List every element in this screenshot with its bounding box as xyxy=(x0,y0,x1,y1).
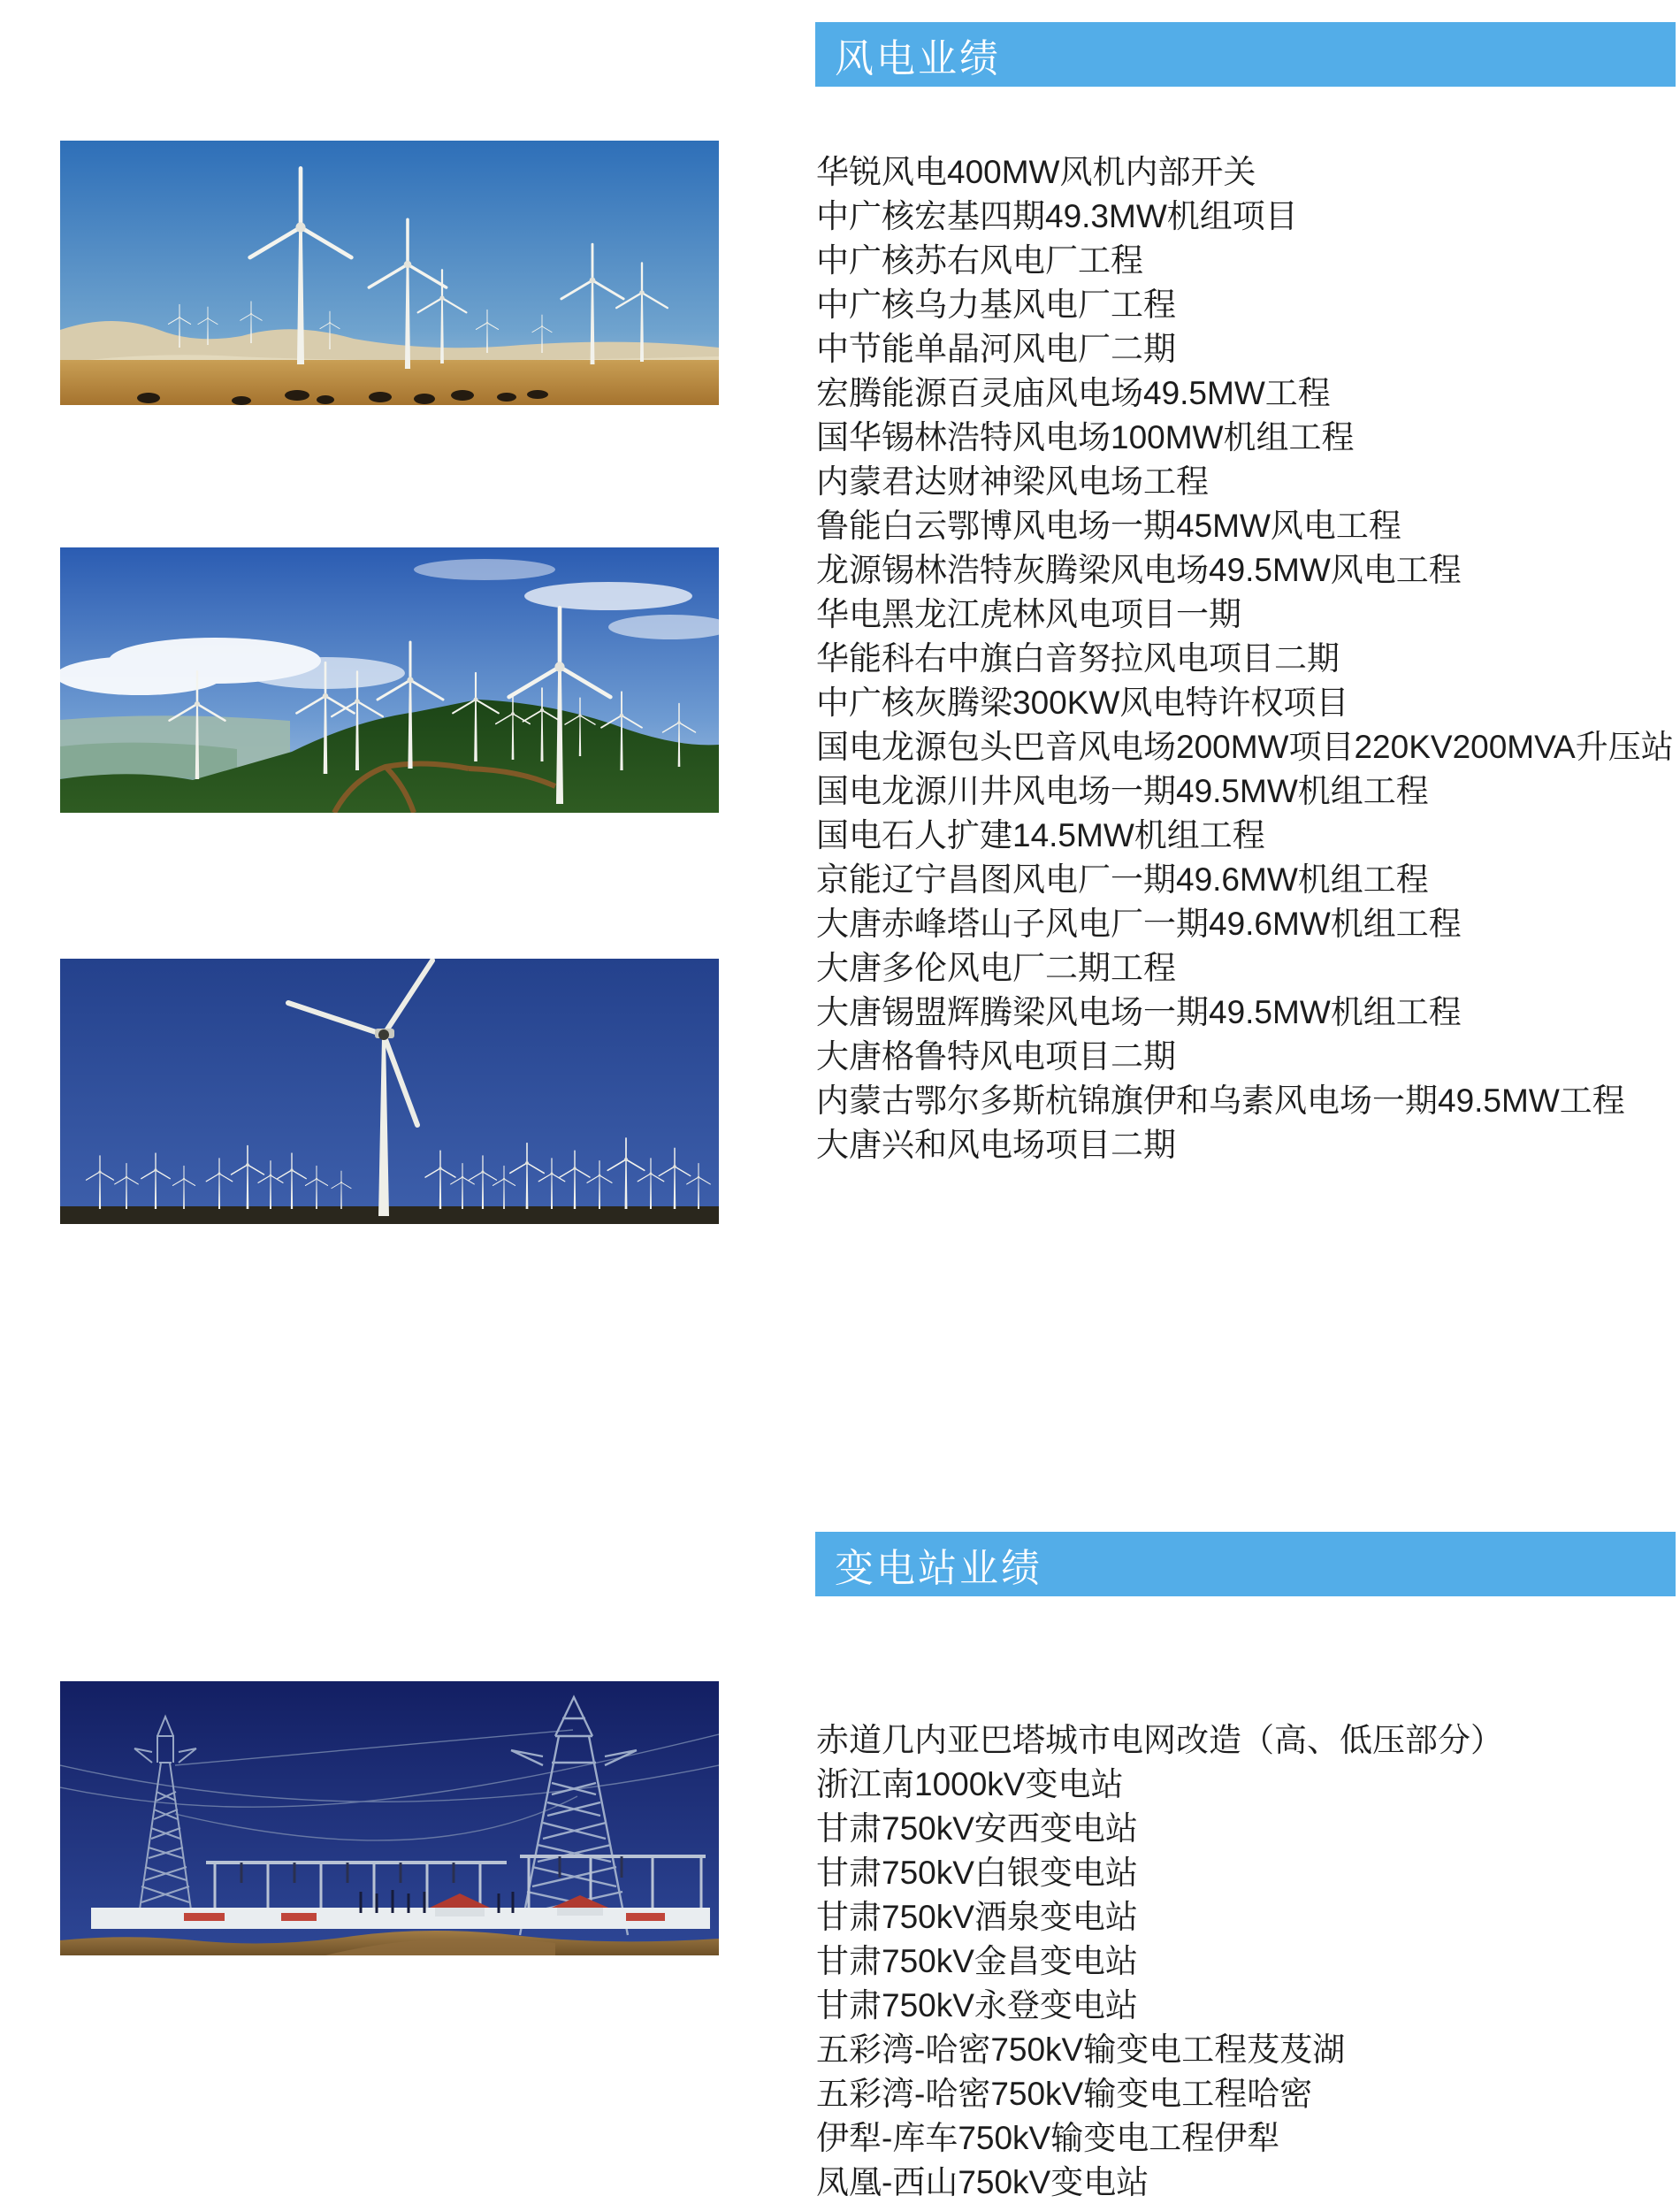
substation-photo xyxy=(60,1681,719,1955)
substation-section-title: 变电站业绩 xyxy=(835,1546,1042,1590)
wind-section-header xyxy=(815,22,1676,87)
wind-project-item: 龙源锡林浩特灰腾梁风电场49.5MW风电工程 xyxy=(816,552,1462,588)
wind-project-list xyxy=(816,150,1674,1167)
wind-project-item: 鲁能白云鄂博风电场一期45MW风电工程 xyxy=(816,508,1401,544)
substation-project-item: 甘肃750kV白银变电站 xyxy=(816,1855,1138,1891)
substation-project-item: 赤道几内亚巴塔城市电网改造（高、低压部分） xyxy=(816,1722,1503,1758)
wind-farm-hill-photo xyxy=(60,547,719,813)
wind-project-item: 中广核苏右风电厂工程 xyxy=(816,242,1143,279)
substation-project-item: 甘肃750kV永登变电站 xyxy=(816,1987,1138,2024)
wind-project-item: 中广核宏基四期49.3MW机组项目 xyxy=(816,198,1298,234)
substation-project-item: 伊犁-库车750kV输变电工程伊犁 xyxy=(816,2120,1280,2156)
wind-project-item: 大唐锡盟辉腾梁风电场一期49.5MW机组工程 xyxy=(816,994,1462,1030)
substation-project-list xyxy=(816,1718,1665,2205)
wind-project-item: 国电龙源川井风电场一期49.5MW机组工程 xyxy=(816,773,1429,809)
wind-project-item: 中广核乌力基风电厂工程 xyxy=(816,287,1176,323)
wind-project-item: 国华锡林浩特风电场100MW机组工程 xyxy=(816,419,1355,455)
wind-project-item: 国电石人扩建14.5MW机组工程 xyxy=(816,817,1265,853)
substation-project-item: 浙江南1000kV变电站 xyxy=(816,1766,1124,1802)
wind-project-item: 中节能单晶河风电厂二期 xyxy=(816,331,1176,367)
substation-project-item: 凤凰-西山750kV变电站 xyxy=(816,2164,1149,2200)
wind-project-item: 内蒙古鄂尔多斯杭锦旗伊和乌素风电场一期49.5MW工程 xyxy=(816,1083,1625,1119)
wind-project-item: 宏腾能源百灵庙风电场49.5MW工程 xyxy=(816,375,1331,411)
substation-section-header xyxy=(815,1532,1676,1596)
wind-project-item: 内蒙君达财神梁风电场工程 xyxy=(816,463,1209,500)
substation-project-item: 五彩湾-哈密750kV输变电工程芨芨湖 xyxy=(816,2031,1346,2068)
wind-project-item: 大唐赤峰塔山子风电厂一期49.6MW机组工程 xyxy=(816,906,1462,942)
wind-turbine-closeup-illustration xyxy=(60,959,719,1224)
wind-project-item: 国电龙源包头巴音风电场200MW项目220KV200MVA升压站 xyxy=(816,729,1674,765)
substation-project-item: 甘肃750kV酒泉变电站 xyxy=(816,1899,1138,1935)
substation-project-item: 甘肃750kV金昌变电站 xyxy=(816,1943,1138,1979)
substation-project-item: 五彩湾-哈密750kV输变电工程哈密 xyxy=(816,2076,1313,2112)
wind-project-item: 华能科右中旗白音努拉风电项目二期 xyxy=(816,640,1340,677)
wind-turbine-closeup-photo xyxy=(60,959,719,1224)
wind-project-item: 华电黑龙江虎林风电项目一期 xyxy=(816,596,1241,632)
wind-project-item: 大唐多伦风电厂二期工程 xyxy=(816,950,1176,986)
wind-project-item: 京能辽宁昌图风电厂一期49.6MW机组工程 xyxy=(816,861,1429,898)
wind-farm-hill-illustration xyxy=(60,547,719,813)
wind-farm-desert-photo xyxy=(60,141,719,405)
wind-project-item: 大唐兴和风电场项目二期 xyxy=(816,1127,1176,1163)
wind-section-title: 风电业绩 xyxy=(835,36,1001,80)
wind-project-item: 大唐格鲁特风电项目二期 xyxy=(816,1038,1176,1075)
wind-farm-desert-illustration xyxy=(60,141,719,405)
wind-project-item: 中广核灰腾梁300KW风电特许权项目 xyxy=(816,685,1349,721)
substation-illustration xyxy=(60,1681,719,1955)
substation-project-item: 甘肃750kV安西变电站 xyxy=(816,1810,1138,1847)
wind-project-item: 华锐风电400MW风机内部开关 xyxy=(816,154,1256,190)
